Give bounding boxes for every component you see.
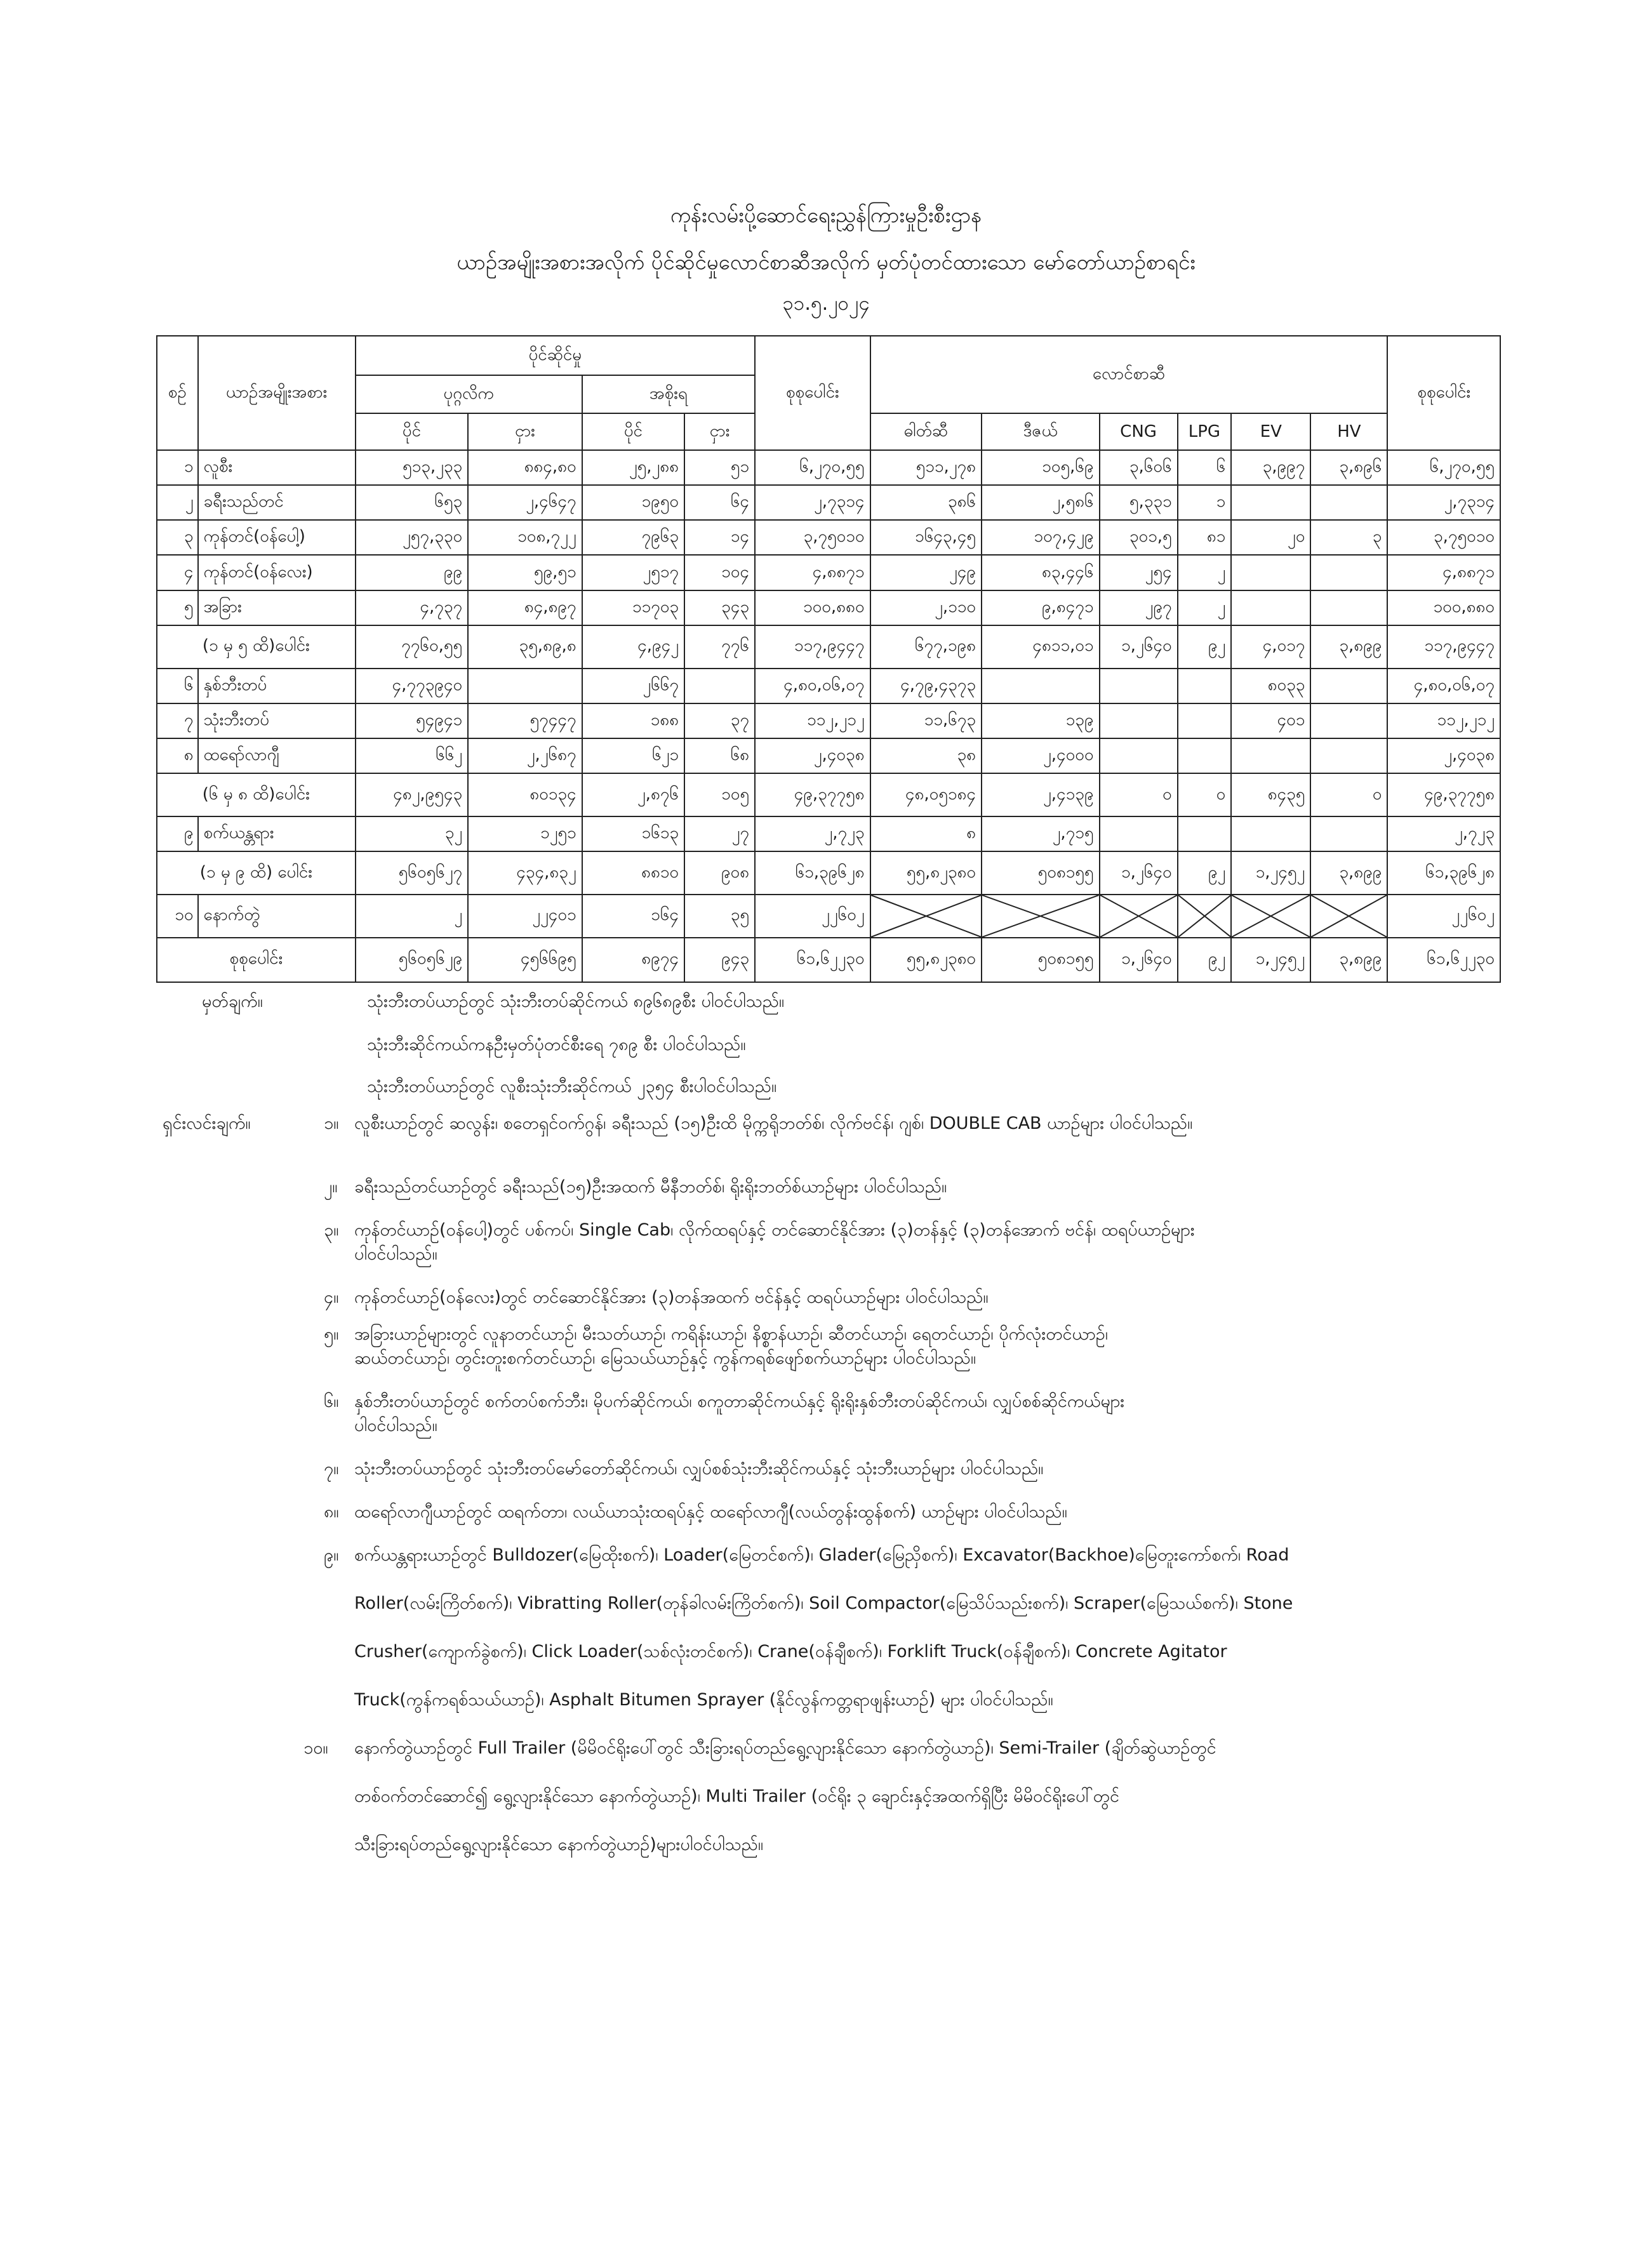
value-cell: ၂ <box>1178 555 1232 590</box>
value-cell: ၄၃၄,၈၃၂ <box>468 851 582 895</box>
value-cell: ၀ <box>1100 773 1178 816</box>
table-body <box>157 450 1500 982</box>
value-cell: ၁၁၂,၂၁၂ <box>755 703 870 738</box>
value-cell: ၉၀၈ <box>684 851 755 895</box>
value-cell: ၄,၈၈၇၁ <box>1387 555 1500 590</box>
value-cell <box>468 669 582 703</box>
crossed-out-cell <box>1231 895 1310 938</box>
value-cell: ၃၈ <box>870 738 982 773</box>
explanation-text: ခရီးသည်တင်ယာဉ်တွင် ခရီးသည်(၁၅)ဦးအထက် မီနီဘတ်စ်၊ ရိုးရိုးဘတ်စ်ယာဉ်များ ပါဝင်ပါသည်။ <box>354 1177 947 1197</box>
serial-cell: ၂ <box>157 485 198 520</box>
value-cell: ၄,၈၈၇၁ <box>755 555 870 590</box>
value-cell: ၁၁၇,၉၄၄၇ <box>1387 625 1500 669</box>
explanation-text: ကုန်တင်ယာဉ်(ဝန်လေး)တွင် တင်ဆောင်နိုင်အား (၃)တန်အထက် ဗင်န်နှင့် ထရပ်ယာဉ်များ ပါဝင်ပါသည်။ <box>354 1288 989 1307</box>
value-cell: ၁၄ <box>684 520 755 555</box>
explanation-text: Crusher(ကျောက်ခွဲစက်)၊ Click Loader(သစ်လုံးတင်စက်)၊ Crane(ဝန်ချီစက်)၊ Forklift Truck(ဝန်ချီစက်)၊ Concrete Agitator <box>354 1642 1227 1661</box>
value-cell: ၆၇၇,၁၉၈ <box>870 625 982 669</box>
vehicle-type-cell: နောက်တွဲ <box>198 895 356 938</box>
value-cell: ၉၄၃ <box>684 938 755 982</box>
value-cell <box>1178 703 1232 738</box>
value-cell: ၅,၃၃၁ <box>1100 485 1178 520</box>
value-cell: ၂,၄၆၄၇ <box>468 485 582 520</box>
value-cell: ၈၈၄,၈၀ <box>468 450 582 485</box>
value-cell: ၁၉၅၀ <box>582 485 684 520</box>
table-row <box>157 555 1500 590</box>
value-cell: ၄,၇၃၇ <box>356 590 469 625</box>
explanation-text: ထရော်လာဂျီယာဉ်တွင် ထရက်တာ၊ လယ်ယာသုံးထရပ်နှင့် ထရော်လာဂျီ(လယ်တွန်းထွန်စက်) ယာဉ်များ ပါဝင်ပါသည်။ <box>354 1502 1067 1522</box>
value-cell: ၇၇၆ <box>684 625 755 669</box>
value-cell: ၂၂၄၀၁ <box>468 895 582 938</box>
value-cell: ၄၀၁ <box>1231 703 1310 738</box>
value-cell <box>1231 485 1310 520</box>
header-serial: စဉ် <box>157 336 198 450</box>
value-cell <box>1100 738 1178 773</box>
subtotal-label-cell: (၆ မှ ၈ ထိ)ပေါင်း <box>157 773 356 816</box>
explanation-text: အခြားယာဉ်များတွင် လူနာတင်ယာဉ်၊ မီးသတ်ယာဉ်၊ ကရိန်းယာဉ်၊ နိစ္စာန်ယာဉ်၊ ဆီတင်ယာဉ်၊ ရေတင်ယာဉ်၊ ပိုက်လုံးတင်ယာဉ်၊ <box>354 1324 1109 1344</box>
value-cell <box>1100 816 1178 851</box>
value-cell: ၂,၄၁၃၉ <box>982 773 1100 816</box>
value-cell: ၁,၂၆၄၀ <box>1100 851 1178 895</box>
value-cell: ၃၄၃ <box>684 590 755 625</box>
notes-label: မှတ်ချက်။ <box>202 992 263 1011</box>
vehicle-type-cell: သုံးဘီးတပ် <box>198 703 356 738</box>
value-cell <box>1310 590 1387 625</box>
cross-mark-icon <box>1232 895 1310 937</box>
value-cell: ၅၉,၅၁ <box>468 555 582 590</box>
value-cell: ၃,၈၉၉ <box>1310 938 1387 982</box>
value-cell <box>1310 816 1387 851</box>
subtotal-label-cell: (၁ မှ ၅ ထိ)ပေါင်း <box>157 625 356 669</box>
value-cell: ၄,၇၇၃၉၄၀ <box>356 669 469 703</box>
value-cell: ၁၀၅ <box>684 773 755 816</box>
serial-cell: ၆ <box>157 669 198 703</box>
value-cell: ၂,၇၂၃ <box>1387 816 1500 851</box>
value-cell: ၅၁၁,၂၇၈ <box>870 450 982 485</box>
value-cell: ၂ <box>356 895 469 938</box>
value-cell: ၆,၂၇၀,၅၅ <box>755 450 870 485</box>
value-cell: ၂,၂၆၈၇ <box>468 738 582 773</box>
value-cell: ၆၂၁ <box>582 738 684 773</box>
table-row <box>157 773 1500 816</box>
cross-mark-icon <box>1100 895 1177 937</box>
report-date: ၃၁.၅.၂၀၂၄ <box>782 292 870 315</box>
vehicle-type-cell: နှစ်ဘီးတပ် <box>198 669 356 703</box>
value-cell: ၈ <box>870 816 982 851</box>
value-cell: ၈၄,၈၉၇ <box>468 590 582 625</box>
value-cell: ၂၆၆၇ <box>582 669 684 703</box>
value-cell: ၂၂၆၀၂ <box>1387 895 1500 938</box>
header-gov-share: ငှား <box>684 413 755 450</box>
value-cell: ၂ <box>1178 590 1232 625</box>
value-cell: ၂၀ <box>1231 520 1310 555</box>
note-line: သုံးဘီးတပ်ယာဉ်တွင် သုံးဘီးတပ်ဆိုင်ကယ် ၈၉၆၈၉စီး ပါဝင်ပါသည်။ <box>367 992 785 1011</box>
value-cell: ၃,၇၅၀၁၀ <box>755 520 870 555</box>
value-cell: ၁၀၈,၇၂၂ <box>468 520 582 555</box>
explanation-text: သီးခြားရပ်တည်ရွေ့လျားနိုင်သော နောက်တွဲယာဉ်)များပါဝင်ပါသည်။ <box>354 1835 764 1854</box>
value-cell: ၆၁,၆၂၂၃၀ <box>755 938 870 982</box>
explanation-number: ၉။ <box>324 1545 339 1565</box>
value-cell: ၄၈၂,၉၅၄၃ <box>356 773 469 816</box>
header-private-share: ငှား <box>468 413 582 450</box>
value-cell: ၄,၀၁၇ <box>1231 625 1310 669</box>
table-row <box>157 816 1500 851</box>
value-cell: ၁၀၇,၄၂၉ <box>982 520 1100 555</box>
value-cell: ၉၂ <box>1178 625 1232 669</box>
header-government: အစိုးရ <box>582 375 755 413</box>
explanation-number: ၁။ <box>324 1114 339 1133</box>
value-cell: ၃၀၁,၅ <box>1100 520 1178 555</box>
header-petrol: ဓါတ်ဆီ <box>870 413 982 450</box>
value-cell: ၆၁,၃၉၆၂၈ <box>1387 851 1500 895</box>
header-ev: EV <box>1231 413 1310 450</box>
serial-cell: ၇ <box>157 703 198 738</box>
value-cell: ၄၈,၀၅၁၈၄ <box>870 773 982 816</box>
value-cell: ၃,၉၉၇ <box>1231 450 1310 485</box>
value-cell: ၃,၈၉၉ <box>1310 625 1387 669</box>
header-cng: CNG <box>1100 413 1178 450</box>
table-row <box>157 895 1500 938</box>
explanation-text: နောက်တွဲယာဉ်တွင် Full Trailer (မိမိဝင်ရိုးပေါ်တွင် သီးခြားရပ်တည်ရွေ့လျားနိုင်သော နောက်တွဲယာဉ်)၊ Semi-Trailer (ချိတ်ဆွဲယာဉ်တွင် <box>354 1738 1216 1758</box>
explanation-text: လူစီးယာဉ်တွင် ဆလွန်း၊ စတေရှင်ဝက်ဂွန်၊ ခရီးသည် (၁၅)ဦးထိ မိုက္ကရိုဘတ်စ်၊ လိုက်ဗင်န်၊ ဂျစ်၊ DOUBLE CAB ယာဉ်များ ပါဝင်ပါသည်။ <box>354 1114 1193 1133</box>
value-cell: ၂,၇၂၃ <box>755 816 870 851</box>
explanation-text: ပါဝင်ပါသည်။ <box>354 1416 437 1435</box>
explanation-number: ၃။ <box>324 1220 339 1240</box>
header-lpg: LPG <box>1178 413 1232 450</box>
value-cell: ၅၄၉၄၁ <box>356 703 469 738</box>
header-grand-total: စုစုပေါင်း <box>1387 336 1500 450</box>
value-cell: ၆၁,၆၂၂၃၀ <box>1387 938 1500 982</box>
crossed-out-cell <box>1178 895 1232 938</box>
value-cell: ၃၅,၈၉,၈ <box>468 625 582 669</box>
serial-cell: ၄ <box>157 555 198 590</box>
value-cell: ၈၉၇၄ <box>582 938 684 982</box>
value-cell: ၄၉,၃၇၇၅၈ <box>755 773 870 816</box>
value-cell: ၂,၇၃၁၄ <box>1387 485 1500 520</box>
value-cell: ၆၆၂ <box>356 738 469 773</box>
value-cell: ၇၇၆၀,၅၅ <box>356 625 469 669</box>
value-cell: ၂၂၆၀၂ <box>755 895 870 938</box>
explanation-number: ၈။ <box>324 1502 339 1522</box>
value-cell: ၄,၈၀,၀၆,၀၇ <box>755 669 870 703</box>
explanation-number: ၄။ <box>324 1288 339 1307</box>
subtotal-label-cell: (၁ မှ ၉ ထိ) ပေါင်း <box>157 851 356 895</box>
value-cell: ၂,၈၇၆ <box>582 773 684 816</box>
value-cell: ၁၆၁၃ <box>582 816 684 851</box>
value-cell <box>1231 555 1310 590</box>
value-cell: ၂၅၇,၃၃၀ <box>356 520 469 555</box>
value-cell: ၈၀၃၃ <box>1231 669 1310 703</box>
value-cell: ၉၉ <box>356 555 469 590</box>
value-cell: ၆,၂၇၀,၅၅ <box>1387 450 1500 485</box>
header-hv: HV <box>1310 413 1387 450</box>
value-cell: ၅၀၈၁၅၅ <box>982 938 1100 982</box>
vehicle-type-cell: အခြား <box>198 590 356 625</box>
table-row <box>157 625 1500 669</box>
value-cell: ၀ <box>1310 773 1387 816</box>
explanations-label: ရှင်းလင်းချက်။ <box>163 1114 251 1133</box>
serial-cell: ၅ <box>157 590 198 625</box>
value-cell: ၁,၂၆၄၀ <box>1100 938 1178 982</box>
crossed-out-cell <box>982 895 1100 938</box>
department-title: ကုန်းလမ်းပို့ဆောင်ရေးညွှန်ကြားမှုဦးစီးဌာန <box>670 203 982 227</box>
explanation-number: ၅။ <box>324 1324 339 1344</box>
value-cell: ၆၈ <box>684 738 755 773</box>
table-row <box>157 450 1500 485</box>
value-cell <box>982 669 1100 703</box>
value-cell: ၅၁ <box>684 450 755 485</box>
value-cell: ၁၀၀,၈၈၀ <box>1387 590 1500 625</box>
value-cell: ၃၈၆ <box>870 485 982 520</box>
value-cell: ၂,၄၀၃၈ <box>1387 738 1500 773</box>
serial-cell: ၁၀ <box>157 895 198 938</box>
vehicle-type-cell: ခရီးသည်တင် <box>198 485 356 520</box>
table-row <box>157 938 1500 982</box>
value-cell: ၄၉,၃၇၇၅၈ <box>1387 773 1500 816</box>
value-cell: ၄,၈၀,၀၆,၀၇ <box>1387 669 1500 703</box>
value-cell: ၁,၂၄၅၂ <box>1231 938 1310 982</box>
value-cell: ၁,၂၆၄၀ <box>1100 625 1178 669</box>
header-private: ပုဂ္ဂလိက <box>356 375 582 413</box>
explanation-text: Roller(လမ်းကြိတ်စက်)၊ Vibratting Roller(တုန်ခါလမ်းကြိတ်စက်)၊ Soil Compactor(မြေသိပ်သည်းစက်)၊ Scraper(မြေသယ်စက်)၊ Stone <box>354 1594 1293 1613</box>
table-row <box>157 485 1500 520</box>
value-cell: ၉၂ <box>1178 851 1232 895</box>
crossed-out-cell <box>1100 895 1178 938</box>
value-cell <box>1231 816 1310 851</box>
value-cell <box>1310 485 1387 520</box>
serial-cell: ၉ <box>157 816 198 851</box>
value-cell: ၄၅၆၆၉၅ <box>468 938 582 982</box>
serial-cell: ၈ <box>157 738 198 773</box>
value-cell: ၁၂၅၁ <box>468 816 582 851</box>
note-line: သုံးဘီးဆိုင်ကယ်ကနဦးမှတ်ပုံတင်စီးရေ ၇၈၉ စီး ပါဝင်ပါသည်။ <box>367 1035 746 1055</box>
value-cell: ၁၁၇၀၃ <box>582 590 684 625</box>
value-cell <box>1310 555 1387 590</box>
explanation-number: ၆။ <box>324 1392 339 1411</box>
table-row <box>157 851 1500 895</box>
note-line: သုံးဘီးတပ်ယာဉ်တွင် လူစီးသုံးဘီးဆိုင်ကယ် ၂၃၅၄ စီးပါဝင်ပါသည်။ <box>367 1077 777 1096</box>
value-cell: ၂၅,၂၈၈ <box>582 450 684 485</box>
value-cell: ၃၅ <box>684 895 755 938</box>
value-cell: ၈၄၃၅ <box>1231 773 1310 816</box>
value-cell: ၃၂ <box>356 816 469 851</box>
header-private-owner: ပိုင် <box>356 413 469 450</box>
value-cell: ၂,၇၃၁၄ <box>755 485 870 520</box>
cross-mark-icon <box>982 895 1099 937</box>
vehicle-type-cell: လူစီး <box>198 450 356 485</box>
serial-cell: ၃ <box>157 520 198 555</box>
value-cell: ၅၆၀၅၆၂၇ <box>356 851 469 895</box>
value-cell: ၁၁၂,၂၁၂ <box>1387 703 1500 738</box>
table-row <box>157 703 1500 738</box>
value-cell: ၃,၆၀၆ <box>1100 450 1178 485</box>
table-row <box>157 669 1500 703</box>
value-cell: ၂၅၄ <box>1100 555 1178 590</box>
value-cell: ၂,၁၁၀ <box>870 590 982 625</box>
value-cell: ၈၃,၄၄၆ <box>982 555 1100 590</box>
value-cell: ၁၁,၆၇၃ <box>870 703 982 738</box>
value-cell <box>1178 738 1232 773</box>
value-cell: ၇၉၆၃ <box>582 520 684 555</box>
serial-cell: ၁ <box>157 450 198 485</box>
value-cell: ၃,၈၉၆ <box>1310 450 1387 485</box>
cross-mark-icon <box>1311 895 1387 937</box>
explanation-number: ၂။ <box>324 1177 338 1197</box>
value-cell: ၄၈၁၁,၀၁ <box>982 625 1100 669</box>
value-cell <box>1231 738 1310 773</box>
table-row <box>157 520 1500 555</box>
header-gov-owner: ပိုင် <box>582 413 684 450</box>
value-cell: ၁၀၀,၈၈၀ <box>755 590 870 625</box>
value-cell: ၃ <box>1310 520 1387 555</box>
value-cell: ၅၆၀၅၆၂၉ <box>356 938 469 982</box>
explanation-text: Truck(ကွန်ကရစ်သယ်ယာဉ်)၊ Asphalt Bitumen Sprayer (နိုင်လွန်ကတ္တရာဖျန်းယာဉ်) များ ပါဝင်ပါသည်။ <box>354 1690 1053 1710</box>
value-cell: ၁၆၄၃,၄၅ <box>870 520 982 555</box>
value-cell: ၂,၄၀၃၈ <box>755 738 870 773</box>
value-cell <box>1100 703 1178 738</box>
value-cell: ၆၄ <box>684 485 755 520</box>
value-cell: ၃,၇၅၀၁၀ <box>1387 520 1500 555</box>
value-cell: ၅၇၄၄၇ <box>468 703 582 738</box>
value-cell: ၂,၅၈၆ <box>982 485 1100 520</box>
value-cell: ၂,၄၀၀၀ <box>982 738 1100 773</box>
value-cell: ၀ <box>1178 773 1232 816</box>
value-cell <box>1178 816 1232 851</box>
header-ownership: ပိုင်ဆိုင်မှု <box>356 336 755 375</box>
value-cell <box>1310 703 1387 738</box>
value-cell: ၂၅၁၇ <box>582 555 684 590</box>
value-cell: ၁၃၉ <box>982 703 1100 738</box>
value-cell: ၆၁,၃၉၆၂၈ <box>755 851 870 895</box>
explanation-text: သုံးဘီးတပ်ယာဉ်တွင် သုံးဘီးတပ်မော်တော်ဆိုင်ကယ်၊ လျှပ်စစ်သုံးဘီးဆိုင်ကယ်နှင့် သုံးဘီးယာဉ်များ ပါဝင်ပါသည်။ <box>354 1459 1044 1479</box>
vehicle-type-cell: ကုန်တင်(ဝန်ပေါ့) <box>198 520 356 555</box>
value-cell: ၂၇ <box>684 816 755 851</box>
value-cell <box>1100 669 1178 703</box>
value-cell: ၆၅၃ <box>356 485 469 520</box>
value-cell: ၈၀၁၃၄ <box>468 773 582 816</box>
subtotal-label-cell: စုစုပေါင်း <box>157 938 356 982</box>
value-cell <box>1310 738 1387 773</box>
table-row <box>157 590 1500 625</box>
table-row <box>157 738 1500 773</box>
header-fuel: လောင်စာဆီ <box>870 336 1388 413</box>
value-cell: ၁၀၅,၆၉ <box>982 450 1100 485</box>
value-cell: ၂၄၉ <box>870 555 982 590</box>
explanation-text: တစ်ဝက်တင်ဆောင်၍ ရွေ့လျားနိုင်သော နောက်တွဲယာဉ်)၊ Multi Trailer (ဝင်ရိုး ၃ ချောင်းနှင့်အထက်ရှိပြီး မိမိဝင်ရိုးပေါ်တွင် <box>354 1787 1119 1806</box>
value-cell <box>1310 669 1387 703</box>
explanation-number: ၇။ <box>324 1459 339 1479</box>
cross-mark-icon <box>871 895 981 937</box>
explanation-text: ပါဝင်ပါသည်။ <box>354 1244 437 1264</box>
vehicle-type-cell: ကုန်တင်(ဝန်လေး) <box>198 555 356 590</box>
value-cell: ၉၂ <box>1178 938 1232 982</box>
explanation-text: နှစ်ဘီးတပ်ယာဉ်တွင် စက်တပ်စက်ဘီး၊ မိုပက်ဆိုင်ကယ်၊ စကူတာဆိုင်ကယ်နှင့် ရိုးရိုးနှစ်ဘီးတပ်ဆိုင်ကယ်၊ လျှပ်စစ်ဆိုင်ကယ်များ <box>354 1392 1125 1411</box>
value-cell: ၃၇ <box>684 703 755 738</box>
crossed-out-cell <box>870 895 982 938</box>
explanation-text: ကုန်တင်ယာဉ်(ဝန်ပေါ့)တွင် ပစ်ကပ်၊ Single Cab၊ လိုက်ထရပ်နှင့် တင်ဆောင်နိုင်အား (၃)တန်နှင့် (၃)တန်အောက် ဗင်န်၊ ထရပ်ယာဉ်များ <box>354 1220 1195 1240</box>
value-cell: ၁၈၈ <box>582 703 684 738</box>
value-cell: ၆ <box>1178 450 1232 485</box>
value-cell: ၄,၉၄၂ <box>582 625 684 669</box>
value-cell: ၈၈၁၀ <box>582 851 684 895</box>
value-cell <box>684 669 755 703</box>
value-cell <box>1231 590 1310 625</box>
value-cell: ၁၆၄ <box>582 895 684 938</box>
value-cell: ၁၀၄ <box>684 555 755 590</box>
value-cell: ၅၅,၈၂၃၈၀ <box>870 851 982 895</box>
vehicle-type-cell: စက်ယန္တရား <box>198 816 356 851</box>
value-cell: ၅၅,၈၂၃၈၀ <box>870 938 982 982</box>
crossed-out-cell <box>1310 895 1387 938</box>
vehicle-registration-table <box>156 335 1501 983</box>
value-cell: ၂၉၇ <box>1100 590 1178 625</box>
value-cell: ၁,၂၄၅၂ <box>1231 851 1310 895</box>
header-diesel: ဒီဇယ် <box>982 413 1100 450</box>
value-cell: ၁၁၇,၉၄၄၇ <box>755 625 870 669</box>
value-cell: ၉,၈၄၇၁ <box>982 590 1100 625</box>
value-cell: ၈၁ <box>1178 520 1232 555</box>
value-cell: ၂,၇၁၅ <box>982 816 1100 851</box>
value-cell: ၃,၈၉၉ <box>1310 851 1387 895</box>
cross-mark-icon <box>1178 895 1231 937</box>
value-cell: ၅၀၈၁၅၅ <box>982 851 1100 895</box>
value-cell: ၁ <box>1178 485 1232 520</box>
value-cell: ၄,၇၉,၄၃၇၃ <box>870 669 982 703</box>
header-total: စုစုပေါင်း <box>755 336 870 450</box>
explanation-number: ၁၀။ <box>303 1738 328 1758</box>
vehicle-type-cell: ထရော်လာဂျီ <box>198 738 356 773</box>
explanation-text: စက်ယန္တရားယာဉ်တွင် Bulldozer(မြေထိုးစက်)၊ Loader(မြေတင်စက်)၊ Glader(မြေညှိစက်)၊ Excavator(Backhoe)မြေတူးကော်စက်၊ Road <box>354 1545 1289 1565</box>
report-title: ယာဉ်အမျိုးအစားအလိုက် ပိုင်ဆိုင်မှုလောင်စာဆီအလိုက် မှတ်ပုံတင်ထားသော မော်တော်ယာဉ်စာရင်း <box>456 250 1196 274</box>
value-cell: ၅၁၃,၂၃၃ <box>356 450 469 485</box>
value-cell <box>1178 669 1232 703</box>
header-vehicle-type: ယာဉ်အမျိုးအစား <box>198 336 356 450</box>
explanation-text: ဆယ်တင်ယာဉ်၊ တွင်းတူးစက်တင်ယာဉ်၊ မြေသယ်ယာဉ်နှင့် ကွန်ကရစ်ဖျော်စက်ယာဉ်များ ပါဝင်ပါသည်။ <box>354 1348 976 1368</box>
